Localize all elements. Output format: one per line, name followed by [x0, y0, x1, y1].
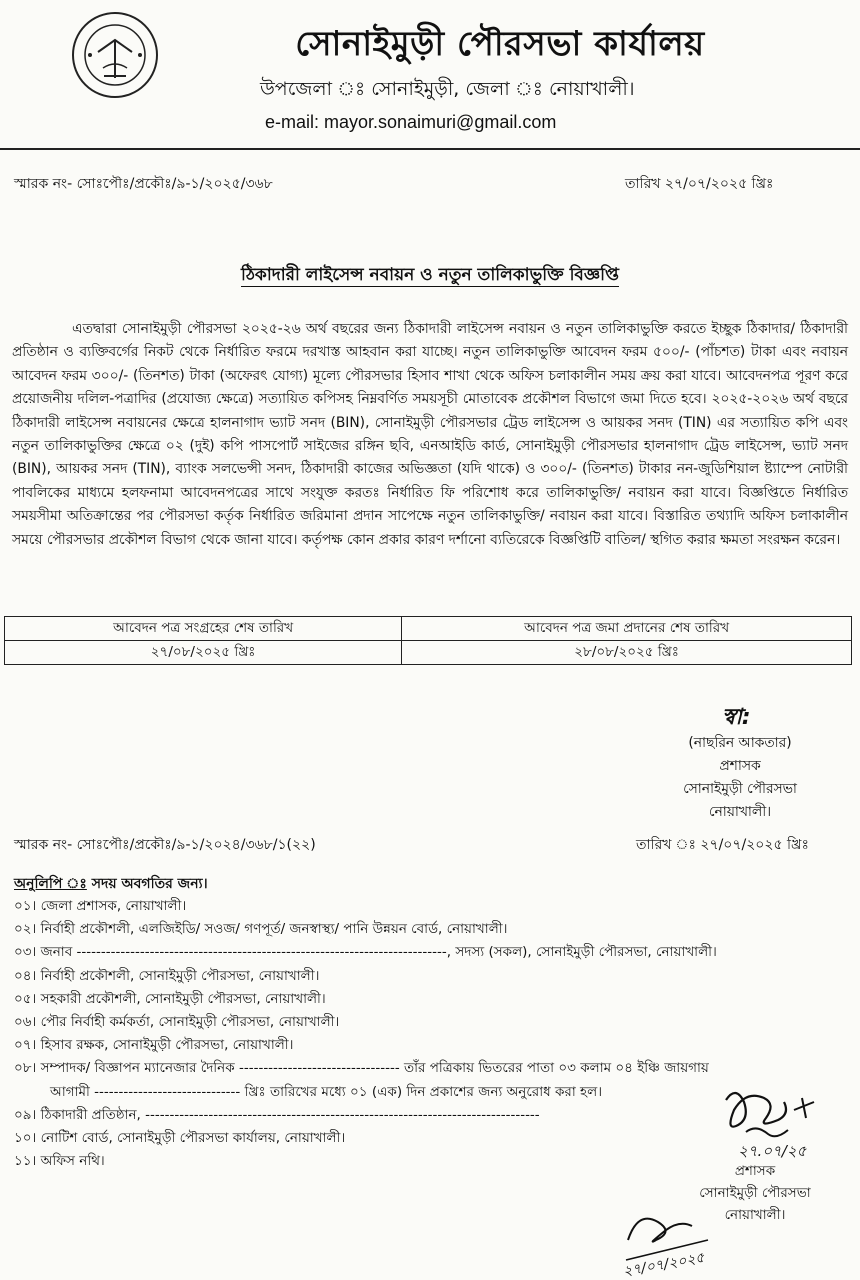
memo2-date: তারিখ ঃ ২৭/০৭/২০২৫ খ্রিঃ [636, 837, 809, 853]
collection-deadline: ২৭/০৮/২০২৫ খ্রিঃ [5, 641, 402, 665]
list-item: ১০। নোটিশ বোর্ড, সোনাইমুড়ী পৌরসভা কার্যালয়, নোয়াখালী। [14, 1130, 346, 1147]
signature-date: ২৭.০৭/২৫ [738, 1142, 807, 1160]
signatory-office: সোনাইমুড়ী পৌরসভা [683, 781, 797, 797]
list-item: ০৯। ঠিকাদারী প্রতিষ্ঠান, --------------------------------------------------------------------------------- [14, 1106, 540, 1123]
office-address: উপজেলা ঃ সোনাইমুড়ী, জেলা ঃ নোয়াখালী। [260, 78, 635, 100]
table-header-collection: আবেদন পত্র সংগ্রহের শেষ তারিখ [5, 617, 402, 641]
signatory-name: (নাছরিন আকতার) [688, 735, 792, 751]
list-item: ০২। নির্বাহী প্রকৌশলী, এলজিইডি/ সওজ/ গণপূর্ত/ জনস্বাস্থ্য/ পানি উন্নয়ন বোর্ড, নোয়াখালী। [14, 921, 508, 938]
office-title: সোনাইমুড়ী পৌরসভা কার্যালয় [295, 24, 705, 64]
deadline-table [4, 616, 852, 665]
signatory-block [640, 732, 840, 824]
signatory-district: নোয়াখালী। [708, 804, 772, 820]
list-item: ০৪। নির্বাহী প্রকৌশলী, সোনাইমুড়ী পৌরসভা, নোয়াখালী। [14, 967, 320, 984]
list-item: ১১। অফিস নথি। [14, 1153, 105, 1170]
list-item: ০৬। পৌর নির্বাহী কর্মকর্তা, সোনাইমুড়ী পৌরসভা, নোয়াখালী। [14, 1014, 340, 1031]
deadline-table-header-row [5, 617, 852, 641]
memo-number: স্মারক নং- সোঃপৌঃ/প্রকৌঃ/৯-১/২০২৫/৩৬৮ [14, 176, 273, 192]
initials-date: ২৭/০৭/২০২৫ [621, 1249, 706, 1280]
list-item-continuation: আগামী ------------------------------ খ্রিঃ তারিখের মধ্যে ০১ (এক) দিন প্রকাশের জন্য অনুরোধ করা হল। [50, 1083, 603, 1100]
cc-heading [14, 872, 208, 896]
list-item: ০৫। সহকারী প্রকৌশলী, সোনাইমুড়ী পৌরসভা, নোয়াখালী। [14, 990, 326, 1007]
list-item: ০৩। জনাব ----------------------------------------------------------------------------, সদস্য (সকল), সোনাইমুড়ী পৌরসভা, নোয়াখালী। [14, 944, 717, 961]
header-divider [0, 148, 860, 150]
submission-deadline: ২৮/০৮/২০২৫ খ্রিঃ [402, 641, 852, 665]
memo2-number: স্মারক নং- সোঃপৌঃ/প্রকৌঃ/৯-১/২০২৪/৩৬৮/১(২২) [14, 837, 316, 853]
cc-heading-label: অনুলিপি ঃ [14, 876, 87, 892]
sign-mark-text: স্বা: [722, 705, 751, 730]
deadline-table-value-row [5, 641, 852, 665]
initials-scribble-icon [618, 1200, 798, 1280]
municipality-seal-icon [70, 10, 160, 100]
list-item: ০১। জেলা প্রশাসক, নোয়াখালী। [14, 898, 187, 914]
handwritten-signature-icon [706, 1080, 856, 1160]
sign-mark [722, 700, 782, 730]
signatory-designation: প্রশাসক [719, 758, 761, 774]
notice-title-text: ঠিকাদারী লাইসেন্স নবায়ন ও নতুন তালিকাভুক্তি বিজ্ঞপ্তি [240, 265, 619, 285]
table-header-submission: আবেদন পত্র জমা প্রদানের শেষ তারিখ [402, 617, 852, 641]
office-email: e-mail: mayor.sonaimuri@gmail.com [265, 112, 557, 132]
notice-title [0, 262, 860, 290]
signatory2-district: নোয়াখালী। [724, 1207, 786, 1223]
notice-body: এতদ্বারা সোনাইমুড়ী পৌরসভা ২০২৫-২৬ অর্থ বছরের জন্য ঠিকাদারী লাইসেন্স নবায়ন ও নতুন তালিকাভুক্তি করতে ইচ্ছুক ঠিকাদার/ ঠিকাদারী প্রতিষ্ঠান ও ব্যক্তিবর্গের নিকট থেকে নির্ধারিত ফরমে দরখাস্ত আহবান করা যাচ্ছে। নতুন তালিকাভুক্তি আবেদন ফরম ৫০০/- (পাঁচশত) টাকা এবং নবায়ন আবেদন ফরম ৩০০/- (তিনশত) টাকা (অফেরৎ যোগ্য) মূল্যে পৌরসভার হিসাব শাখা থেকে অফিস চলাকালীন সময় ক্রয় করা যাবে। আবেদনপত্র পূরণ করে প্রয়োজনীয় দলিল-পত্রাদির (প্রযোজ্য ক্ষেত্রে) সত্যায়িত কপিসহ নিম্নবর্ণিত সময়সূচী মোতাবেক প্রকৌশল বিভাগে জমা দিতে হবে। ২০২৫-২০২৬ অর্থ বছরে ঠিকাদারী লাইসেন্স নবায়নের ক্ষেত্রে হালনাগাদ ভ্যাট সনদ (BIN), সোনাইমুড়ী পৌরসভার ট্রেড লাইসেন্স ও আয়কর সনদ (TIN) এর সত্যায়িত কপি এবং নতুন তালিকাভুক্তির ক্ষেত্রে ০২ (দুই) কপি পাসপোর্ট সাইজের রঙ্গিন ছবি, এনআইডি কার্ড, সোনাইমুড়ী পৌরসভার হালনাগাদ ট্রেড লাইসেন্স, ভ্যাট সনদ (BIN), আয়কর সনদ (TIN), ব্যাংক সলভেন্সী সনদ, ঠিকাদারী কাজের অভিজ্ঞতা (যদি থাকে) ও ৩০০/- (তিনশত) টাকার নন-জুডিশিয়াল ষ্ট্যাম্পে নোটারী পাবলিকের মাধ্যমে হলফনামা আবেদনপত্রের সাথে সংযুক্ত করতঃ নির্ধারিত ফি পরিশোধ করে তালিকাভুক্তি/ নবায়ন করা যাবে। বিজ্ঞপ্তিতে নির্ধারিত সময়সীমা অতিক্রান্তের পর পৌরসভা কর্তৃক নির্ধারিত জরিমানা প্রদান সাপেক্ষে নতুন তালিকাভুক্তি/ নবায়ন করা যাবে। বিস্তারিত তথ্যাদি অফিস চলাকালীন সময়ে পৌরসভার প্রকৌশল বিভাগ থেকে জানা যাবে। কর্তৃপক্ষ কোন প্রকার কারণ দর্শানো ব্যতিরেকে বিজ্ঞপ্তিটি বাতিল/ স্থগিত করার ক্ষমতা সংরক্ষন করেন। [12, 321, 848, 548]
cc-heading-rest: সদয় অবগতির জন্য। [86, 876, 208, 892]
memo-date: তারিখ ২৭/০৭/২০২৫ খ্রিঃ [625, 176, 774, 192]
signatory2-designation: প্রশাসক [734, 1163, 776, 1179]
list-item: ০৮। সম্পাদক/ বিজ্ঞাপন ম্যানেজার দৈনিক --------------------------------- তাঁর পত্রিকায় ভিতরের পাতা ০৩ কলাম ০৪ ইঞ্চি জায়গায় [14, 1060, 709, 1077]
list-item: ০৭। হিসাব রক্ষক, সোনাইমুড়ী পৌরসভা, নোয়াখালী। [14, 1037, 294, 1054]
signatory2-office: সোনাইমুড়ী পৌরসভা [699, 1185, 811, 1201]
